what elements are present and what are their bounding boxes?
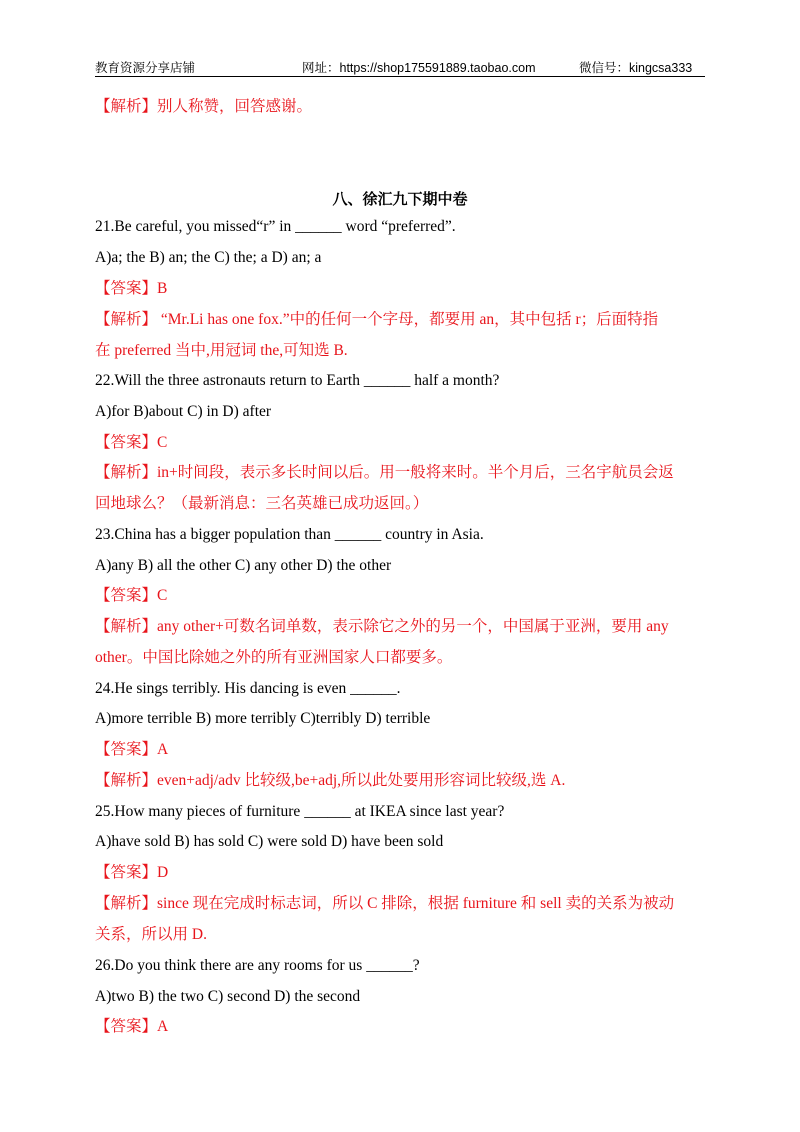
options-24: A)more terrible B) more terribly C)terribly D) terrible [95,710,431,727]
options-22: A)for B)about C) in D) after [95,403,272,420]
page-header [95,56,705,77]
analysis-22-line2: 回地球么？（最新消息：三名英雄已成功返回。） [95,495,429,512]
question-23: 23.China has a bigger population than ______ country in Asia. [95,526,484,543]
analysis-23-line1: 【解析】any other+可数名词单数，表示除它之外的另一个，中国属于亚洲，要用 any [95,618,669,635]
options-21: A)a; the B) an; the C) the; a D) an; a [95,249,322,266]
analysis-22-line1: 【解析】in+时间段，表示多长时间以后。用一般将来时。半个月后，三名宇航员会返 [95,464,674,481]
options-26: A)two B) the two C) second D) the second [95,988,361,1005]
answer-26: 【答案】A [95,1018,169,1035]
analysis-25-line2: 关系，所以用 D. [95,926,207,943]
question-25: 25.How many pieces of furniture ______ at IKEA since last year? [95,803,505,820]
question-24: 24.He sings terribly. His dancing is even ______. [95,680,401,697]
analysis-21-line1: 【解析】 “Mr.Li has one fox.”中的任何一个字母，都要用 an，其中包括 r；后面特指 [95,311,659,328]
question-22: 22.Will the three astronauts return to Earth ______ half a month? [95,372,500,389]
header-wechat: 微信号：kingcsa333 [579,61,693,75]
question-26: 26.Do you think there are any rooms for us ______? [95,957,420,974]
options-25: A)have sold B) has sold C) were sold D) have been sold [95,833,444,850]
answer-23: 【答案】C [95,587,168,604]
answer-22: 【答案】C [95,434,168,451]
analysis-25-line1: 【解析】since 现在完成时标志词，所以 C 排除，根据 furniture 和 sell 卖的关系为被动 [95,895,675,912]
analysis-21-line2: 在 preferred 当中,用冠词 the,可知选 B. [95,342,348,359]
header-url: 网址：https://shop175591889.taobao.com [302,61,536,75]
options-23: A)any B) all the other C) any other D) the other [95,557,392,574]
section-title: 八、徐汇九下期中卷 [332,190,468,208]
analysis-23-line2: other。中国比除她之外的所有亚洲国家人口都要多。 [95,649,453,666]
answer-21: 【答案】B [95,280,168,297]
answer-24: 【答案】A [95,741,169,758]
header-shop-name: 教育资源分享店铺 [95,61,196,75]
answer-25: 【答案】D [95,864,169,881]
analysis-line: 【解析】别人称赞，回答感谢。 [95,98,313,115]
question-21: 21.Be careful, you missed“r” in ______ word “preferred”. [95,218,456,235]
analysis-24: 【解析】even+adj/adv 比较级,be+adj,所以此处要用形容词比较级,选 A. [95,772,566,789]
